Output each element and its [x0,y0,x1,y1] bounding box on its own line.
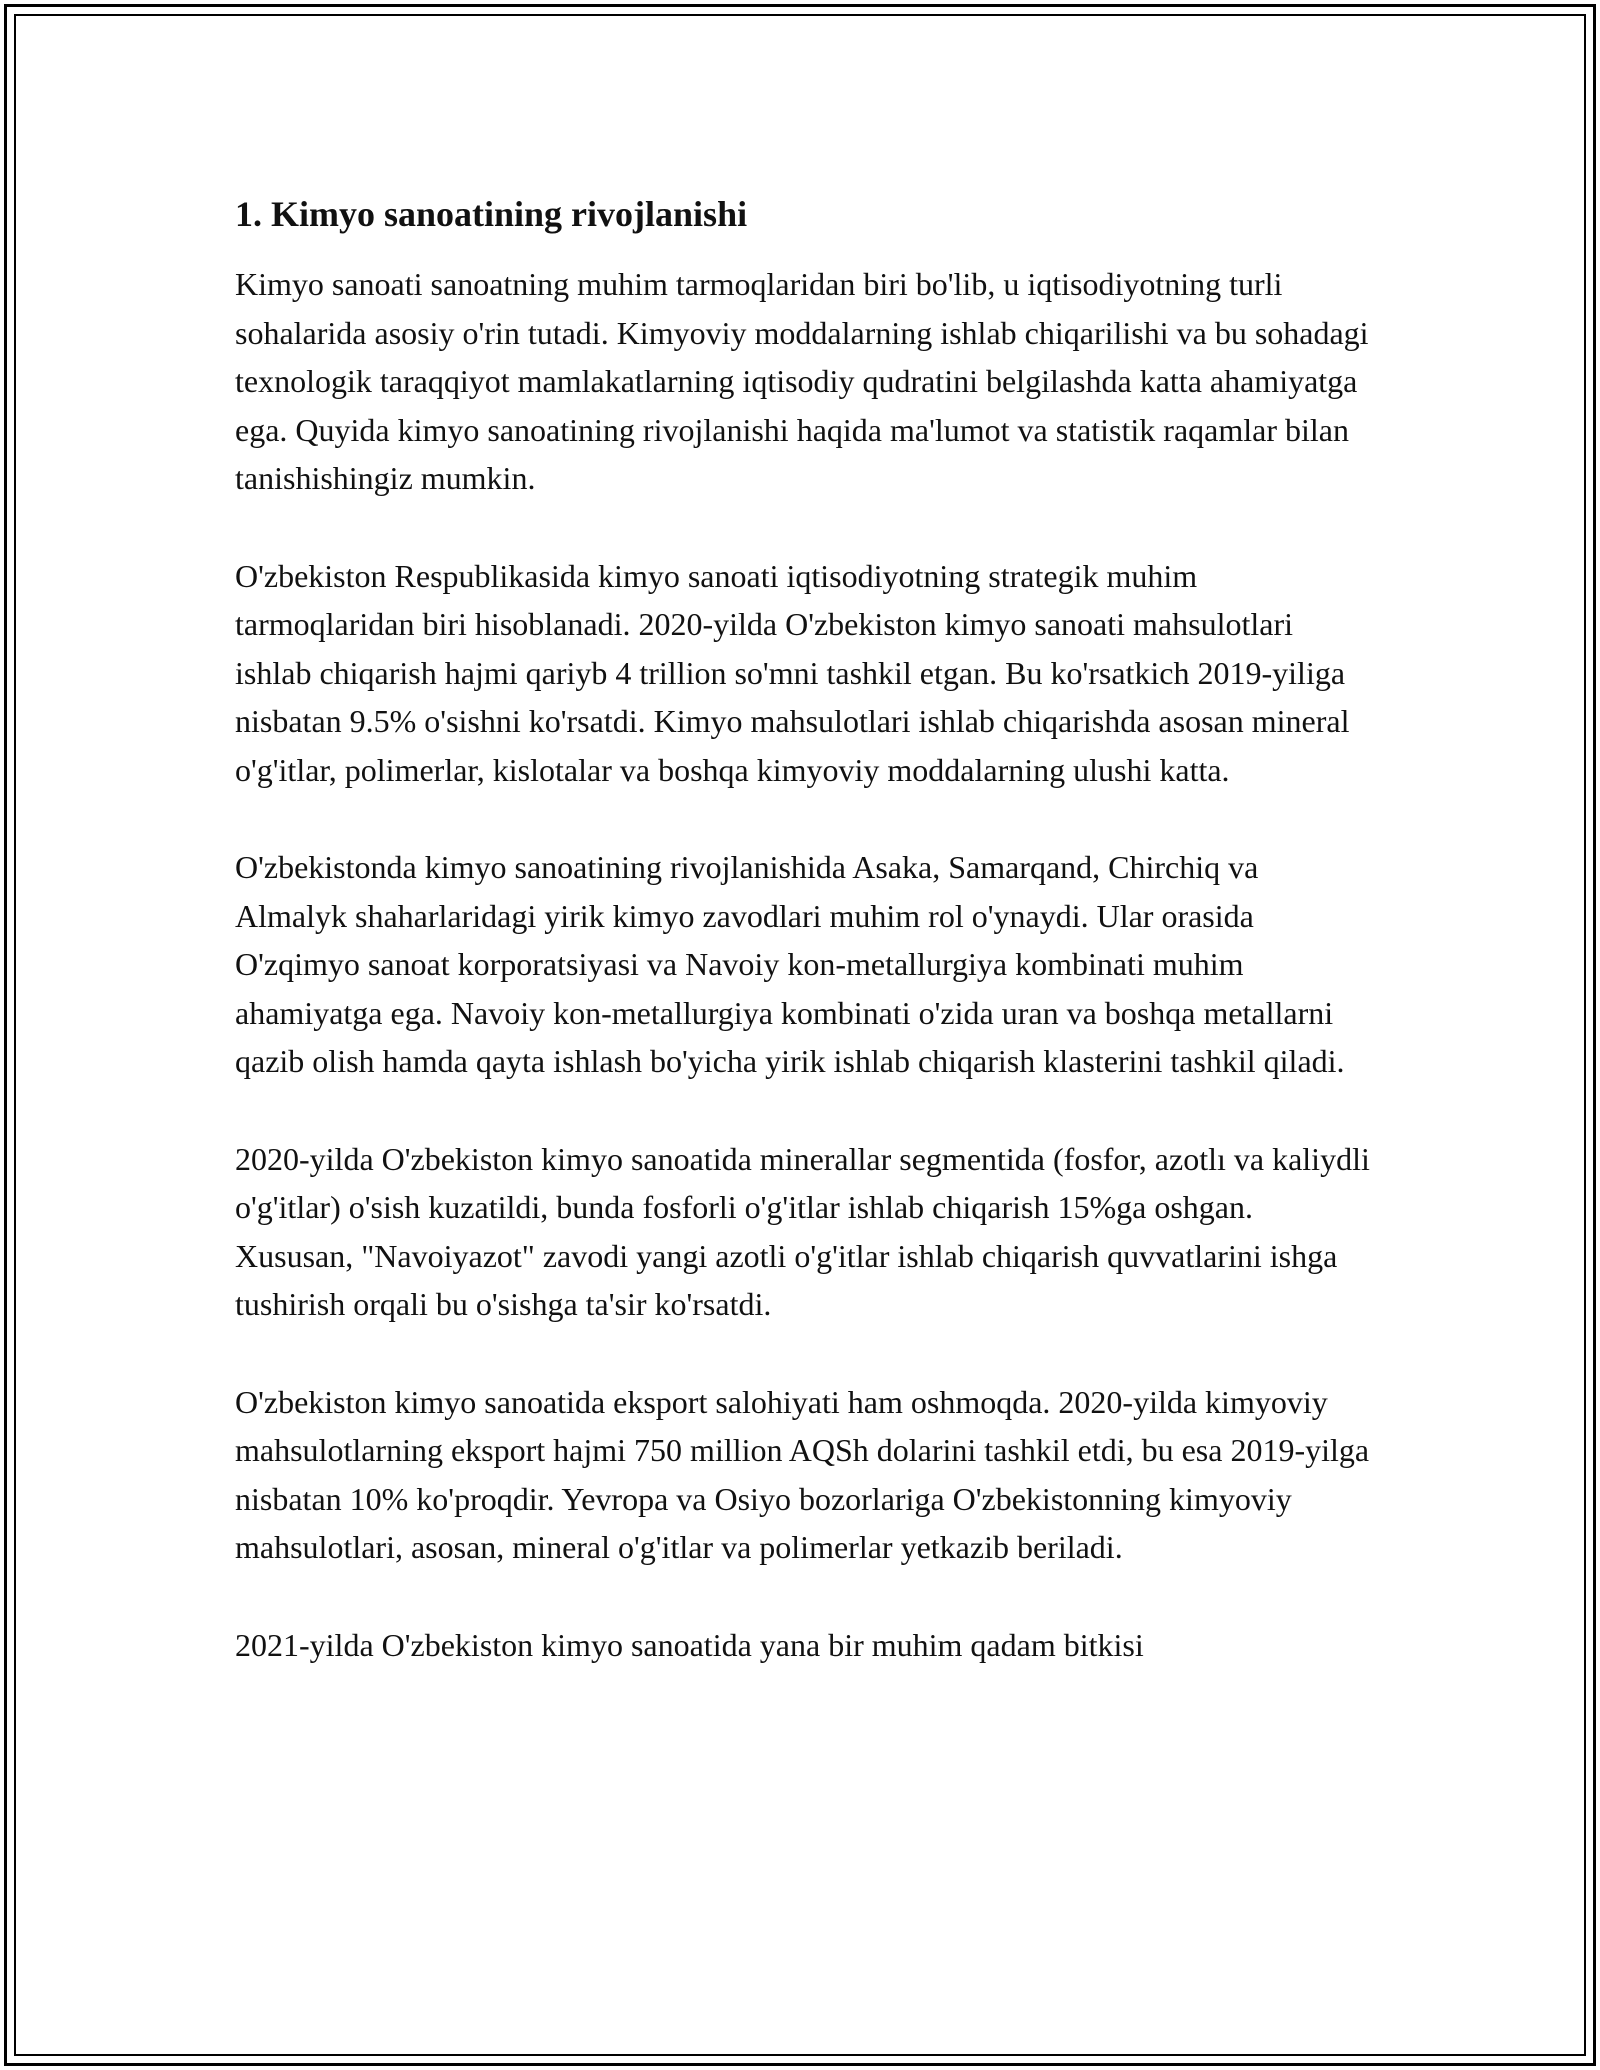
paragraph-mineral-segment: 2020-yilda O'zbekiston kimyo sanoatida minerallar segmentida (fosfor, azotlı va kaliydli o'g'itlar) o'sish kuzatildi, bunda fosforli o'g'itlar ishlab chiqarish 15%ga oshgan. Xususan, "Navoiyazot" zavodi yangi azotli o'g'itlar ishlab chiqarish quvvatlarini ishga tushirish orqali bu o'sishga ta'sir ko'rsatdi. [235,1140,1370,1322]
document-body [235,190,1375,1718]
paragraph-uzbekistan-overview: O'zbekiston Respublikasida kimyo sanoati iqtisodiyotning strategik muhim tarmoqlaridan biri hisoblanadi. 2020-yilda O'zbekiston kimyo sanoati mahsulotlari ishlab chiqarish hajmi qariyb 4 trillion so'mni tashkil etgan. Bu ko'rsatkich 2019-yiliga nisbatan 9.5% o'sishni ko'rsatdi. Kimyo mahsulotlari ishlab chiqarishda asosan mineral o'g'itlar, polimerlar, kislotalar va boshqa kimyoviy moddalarning ulushi katta. [235,557,1350,788]
paragraph-export: O'zbekiston kimyo sanoatida eksport salohiyati ham oshmoqda. 2020-yilda kimyoviy mahsulotlarning eksport hajmi 750 million AQSh dolarini tashkil etdi, bu esa 2019-yilga nisbatan 10% ko'proqdir. Yevropa va Osiyo bozorlariga O'zbekistonning kimyoviy mahsulotlari, asosan, mineral o'g'itlar va polimerlar yetkazib beriladi. [235,1383,1370,1565]
paragraph-2021: 2021-yilda O'zbekiston kimyo sanoatida yana bir muhim qadam bitkisi [235,1626,1144,1663]
section-heading: 1. Kimyo sanoatining rivojlanishi [235,194,748,234]
paragraph-chemical-plants: O'zbekistonda kimyo sanoatining rivojlanishida Asaka, Samarqand, Chirchiq va Almalyk shaharlaridagi yirik kimyo zavodlari muhim rol o'ynaydi. Ular orasida O'zqimyo sanoat korporatsiyasi va Navoiy kon-metallurgiya kombinati muhim ahamiyatga ega. Navoiy kon-metallurgiya kombinati o'zida uran va boshqa metallarni qazib olish hamda qayta ishlash bo'yicha yirik ishlab chiqarish klasterini tashkil qiladi. [235,849,1345,1079]
paragraph-intro: Kimyo sanoati sanoatning muhim tarmoqlaridan biri bo'lib, u iqtisodiyotning turli sohalarida asosiy o'rin tutadi. Kimyoviy moddalarning ishlab chiqarilishi va bu sohadagi texnologik taraqqiyot mamlakatlarning iqtisodiy qudratini belgilashda katta ahamiyatga ega. Quyida kimyo sanoatining rivojlanishi haqida ma'lumot va statistik raqamlar bilan tanishishingiz mumkin. [235,266,1369,496]
